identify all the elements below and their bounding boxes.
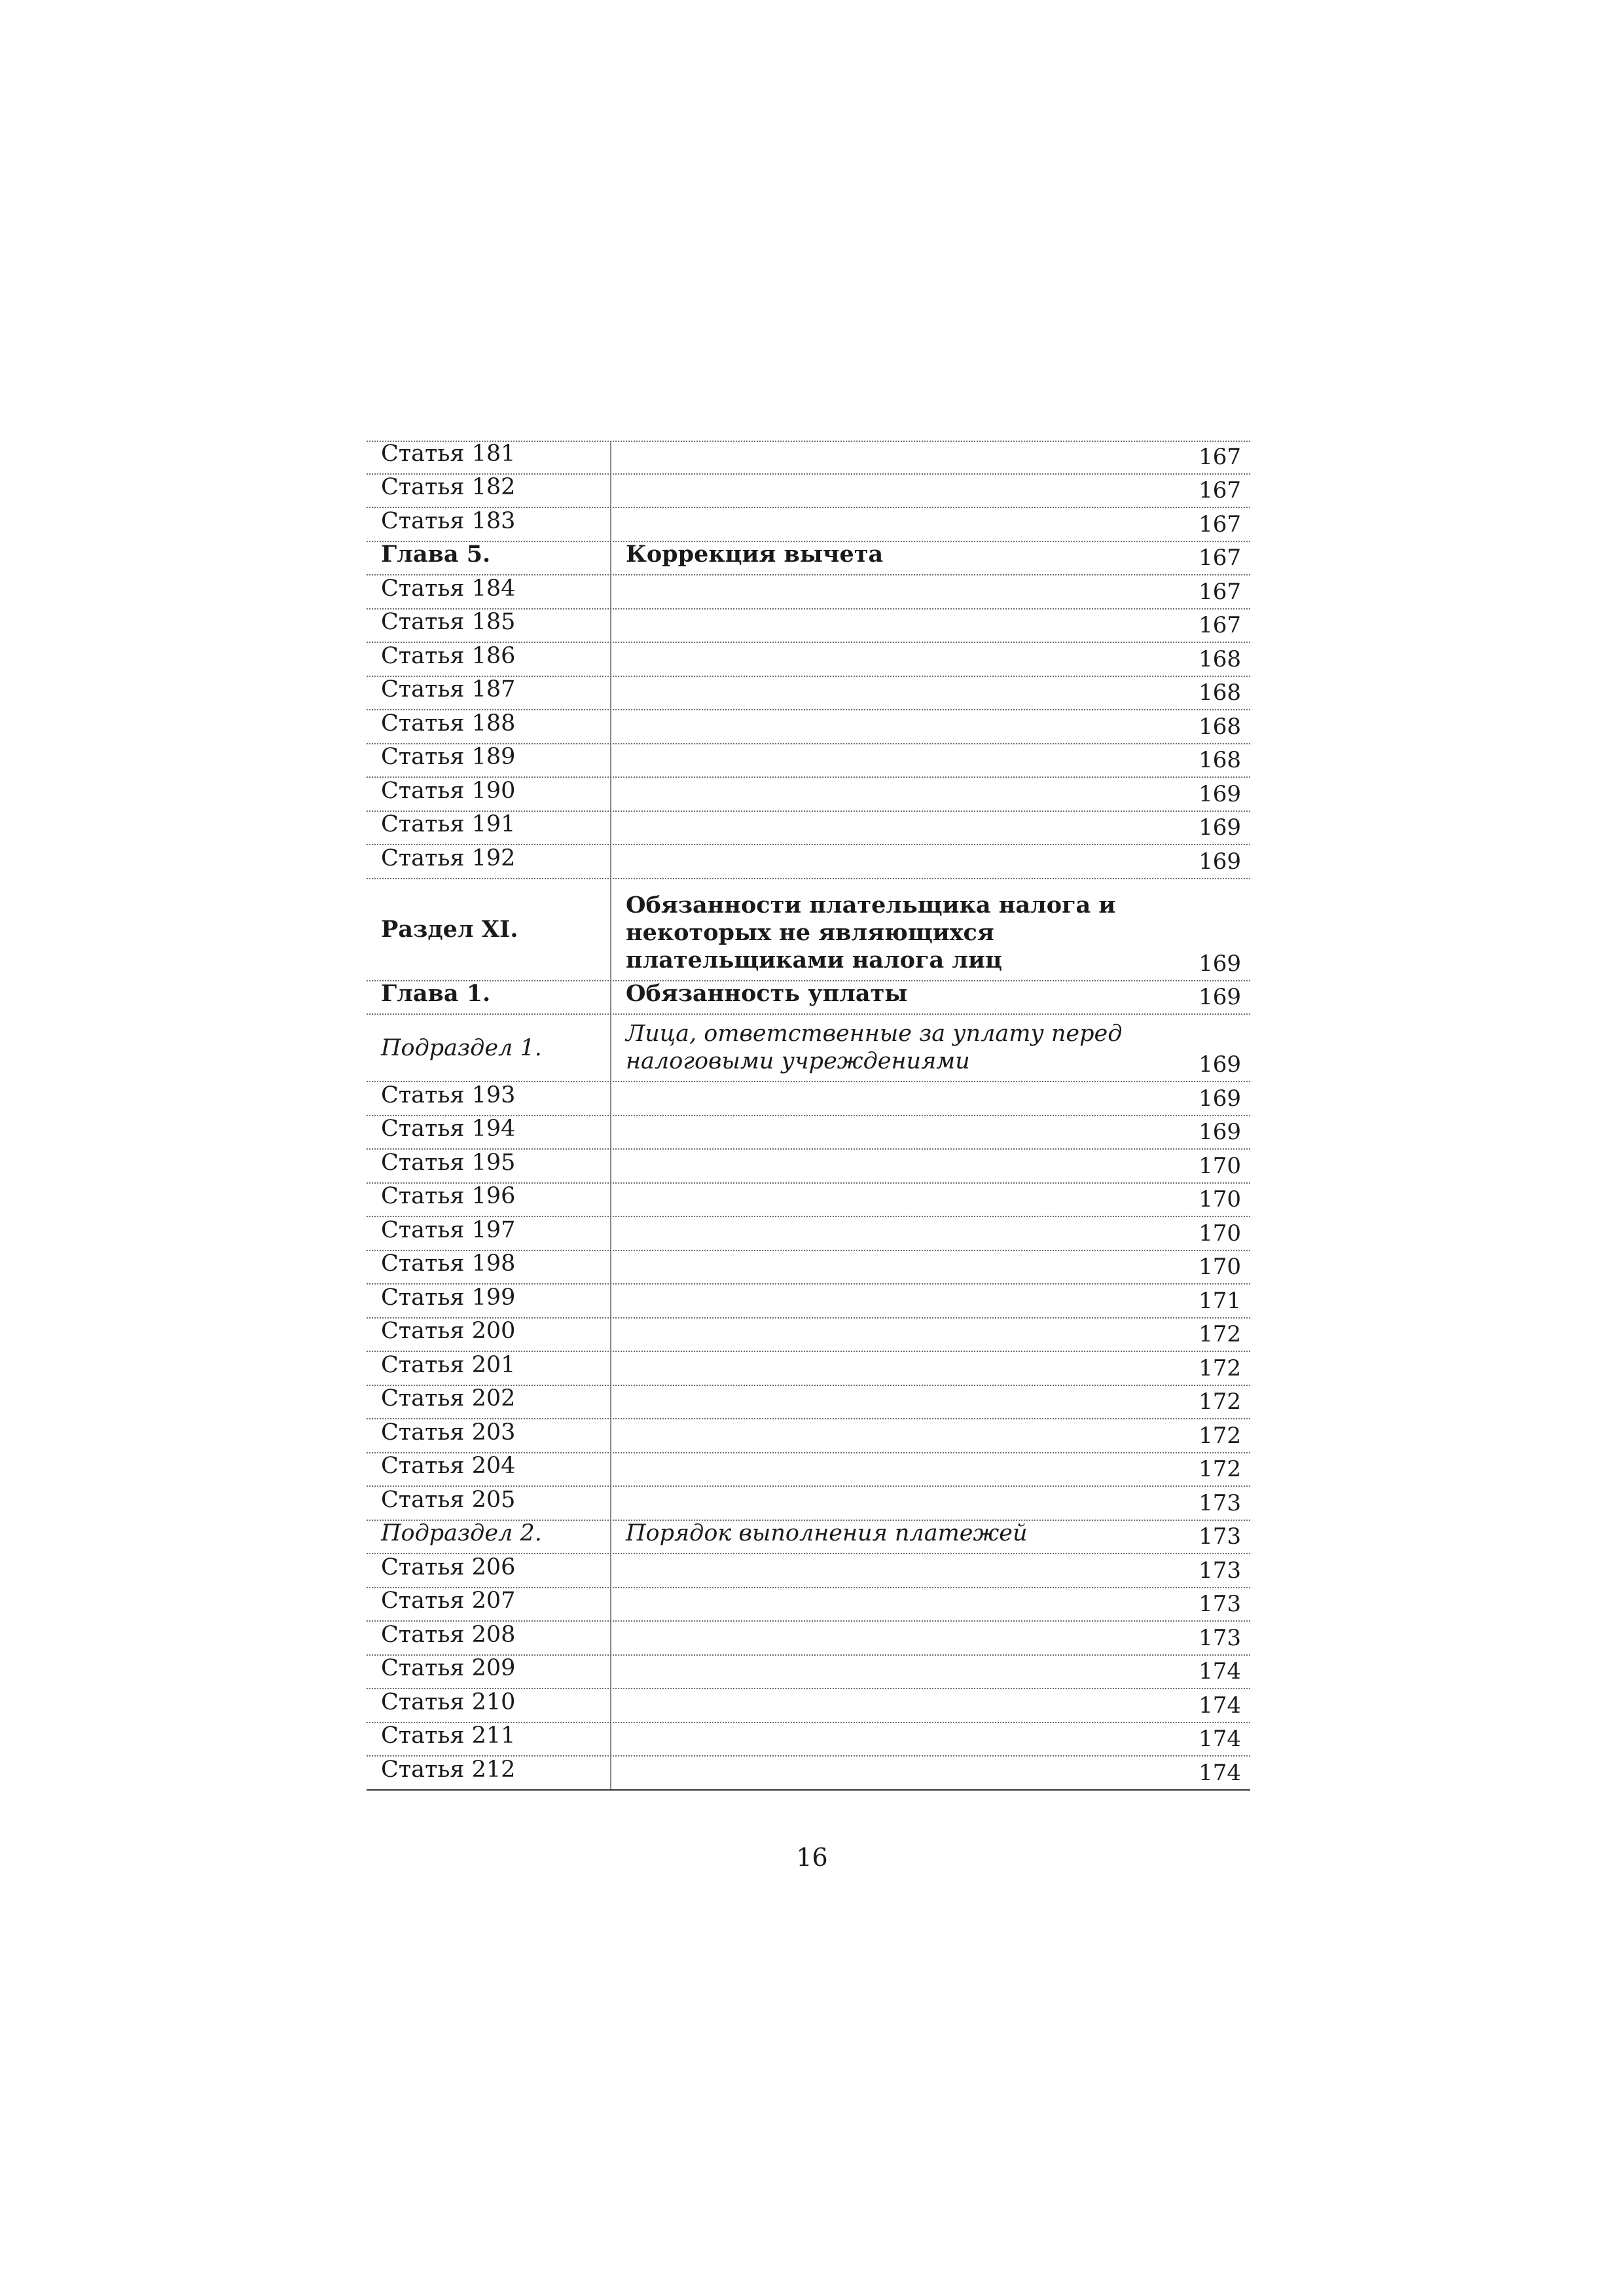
toc-row — [367, 1082, 1250, 1116]
toc-entry-label: Статья 204 — [381, 1453, 516, 1479]
toc-row — [367, 610, 1250, 644]
toc-entry-label: Статья 181 — [381, 440, 516, 467]
toc-row — [367, 981, 1250, 1015]
toc-entry-label: Статья 192 — [381, 845, 516, 871]
toc-entry-page: 171 — [1199, 1287, 1241, 1314]
toc-entry-title — [610, 643, 1185, 676]
toc-entry-label: Статья 191 — [381, 811, 516, 837]
toc-entry-title — [610, 744, 1185, 777]
toc-entry-label: Статья 190 — [381, 777, 516, 804]
toc-entry-label: Статья 210 — [381, 1688, 516, 1715]
toc-row — [367, 1150, 1250, 1184]
toc-entry-label: Статья 199 — [381, 1284, 516, 1311]
toc-row — [367, 1622, 1250, 1656]
toc-entry-page: 173 — [1199, 1489, 1241, 1516]
toc-entry-title: Обязанность уплаты — [610, 981, 1185, 1014]
toc-entry-page: 168 — [1199, 713, 1241, 740]
toc-row — [367, 1251, 1250, 1285]
toc-entry-page: 169 — [1199, 950, 1241, 977]
toc-entry-label: Статья 196 — [381, 1183, 516, 1209]
toc-entry-page: 168 — [1199, 646, 1241, 672]
toc-entry-title: Лица, ответственные за уплату перед налоговыми учреждениями — [610, 1015, 1185, 1081]
toc-entry-title — [610, 1150, 1185, 1182]
toc-entry-title — [610, 1689, 1185, 1722]
toc-row — [367, 710, 1250, 744]
toc-row — [367, 643, 1250, 677]
toc-entry-label: Статья 185 — [381, 609, 516, 635]
toc-entry-label: Статья 212 — [381, 1756, 516, 1783]
toc-entry-page: 174 — [1199, 1759, 1241, 1786]
toc-entry-title — [610, 1217, 1185, 1250]
toc-entry-page: 170 — [1199, 1186, 1241, 1213]
toc-entry-page: 170 — [1199, 1254, 1241, 1281]
toc-row — [367, 1319, 1250, 1353]
toc-entry-label: Статья 208 — [381, 1621, 516, 1648]
toc-entry-page: 174 — [1199, 1726, 1241, 1753]
toc-entry-title: Обязанности плательщика налога и некоторых не являющихся плательщиками налога лиц — [610, 879, 1185, 980]
toc-row — [367, 744, 1250, 778]
toc-entry-page: 172 — [1199, 1355, 1241, 1381]
toc-entry-title — [610, 575, 1185, 608]
toc-entry-label: Статья 205 — [381, 1486, 516, 1513]
toc-row — [367, 542, 1250, 576]
toc-row — [367, 1757, 1250, 1791]
toc-entry-title — [610, 1251, 1185, 1284]
toc-row — [367, 1453, 1250, 1487]
toc-entry-title — [610, 1116, 1185, 1149]
toc-entry-title — [610, 475, 1185, 507]
toc-row — [367, 1184, 1250, 1218]
toc-row — [367, 1419, 1250, 1453]
toc-row — [367, 845, 1250, 879]
toc-entry-label: Статья 182 — [381, 474, 516, 500]
toc-entry-title — [610, 812, 1185, 845]
toc-entry-page: 169 — [1199, 1051, 1241, 1078]
toc-entry-title — [610, 1622, 1185, 1654]
toc-entry-page: 167 — [1199, 477, 1241, 504]
toc-row — [367, 1554, 1250, 1588]
toc-entry-title — [610, 442, 1185, 473]
toc-entry-title — [610, 1386, 1185, 1419]
toc-entry-title — [610, 1285, 1185, 1317]
toc-entry-title — [610, 1757, 1185, 1789]
toc-entry-title — [610, 1554, 1185, 1587]
toc-entry-label: Статья 187 — [381, 676, 516, 702]
toc-row — [367, 1723, 1250, 1757]
toc-entry-title: Порядок выполнения платежей — [610, 1521, 1185, 1554]
toc-row — [367, 508, 1250, 542]
toc-entry-page: 173 — [1199, 1523, 1241, 1550]
toc-entry-page: 168 — [1199, 747, 1241, 774]
toc-entry-title — [610, 1184, 1185, 1216]
toc-row — [367, 879, 1250, 981]
toc-entry-page: 172 — [1199, 1321, 1241, 1348]
toc-entry-label: Статья 209 — [381, 1655, 516, 1681]
toc-entry-page: 169 — [1199, 984, 1241, 1011]
toc-entry-label: Глава 5. — [381, 541, 491, 568]
toc-entry-title — [610, 1453, 1185, 1486]
toc-row — [367, 778, 1250, 812]
toc-row — [367, 1656, 1250, 1690]
toc-row — [367, 1487, 1250, 1521]
toc-entry-title — [610, 1082, 1185, 1115]
toc-entry-title: Коррекция вычета — [610, 542, 1185, 575]
toc-entry-page: 173 — [1199, 1624, 1241, 1651]
toc-row — [367, 1285, 1250, 1319]
toc-entry-page: 167 — [1199, 511, 1241, 538]
toc-entry-page: 170 — [1199, 1220, 1241, 1247]
toc-entry-label: Статья 194 — [381, 1116, 516, 1142]
toc-row — [367, 1217, 1250, 1251]
toc-entry-title — [610, 1487, 1185, 1520]
toc-entry-title — [610, 508, 1185, 541]
toc-row — [367, 1015, 1250, 1082]
toc-entry-page: 167 — [1199, 443, 1241, 470]
toc-entry-page: 169 — [1199, 1119, 1241, 1146]
toc-entry-label: Раздел XI. — [381, 915, 518, 943]
toc-entry-page: 167 — [1199, 545, 1241, 572]
toc-entry-label: Статья 193 — [381, 1082, 516, 1108]
toc-entry-label: Статья 183 — [381, 507, 516, 534]
toc-row — [367, 441, 1250, 475]
toc-entry-label: Статья 198 — [381, 1250, 516, 1277]
toc-entry-title — [610, 778, 1185, 811]
toc-entry-label: Глава 1. — [381, 980, 491, 1007]
page-number: 16 — [796, 1843, 828, 1872]
toc-entry-title — [610, 1723, 1185, 1756]
toc-entry-label: Статья 207 — [381, 1588, 516, 1614]
toc-entry-page: 172 — [1199, 1422, 1241, 1449]
table-of-contents — [367, 441, 1250, 1791]
toc-entry-title — [610, 1656, 1185, 1688]
toc-entry-page: 169 — [1199, 780, 1241, 807]
toc-entry-page: 173 — [1199, 1591, 1241, 1618]
toc-entry-page: 168 — [1199, 680, 1241, 706]
toc-entry-label: Статья 211 — [381, 1722, 516, 1749]
toc-row — [367, 1521, 1250, 1555]
toc-entry-title — [610, 1319, 1185, 1351]
toc-entry-page: 174 — [1199, 1658, 1241, 1685]
toc-entry-page: 172 — [1199, 1456, 1241, 1483]
toc-entry-label: Статья 201 — [381, 1351, 516, 1378]
toc-entry-title — [610, 1588, 1185, 1621]
toc-entry-label: Статья 186 — [381, 642, 516, 669]
toc-row — [367, 1588, 1250, 1622]
toc-entry-title — [610, 1352, 1185, 1385]
toc-row — [367, 1116, 1250, 1150]
toc-entry-label: Статья 202 — [381, 1385, 516, 1412]
toc-entry-page: 169 — [1199, 848, 1241, 875]
toc-entry-title — [610, 610, 1185, 642]
toc-row — [367, 575, 1250, 610]
toc-entry-label: Статья 206 — [381, 1554, 516, 1580]
toc-entry-title — [610, 845, 1185, 878]
toc-row — [367, 1689, 1250, 1723]
toc-row — [367, 1386, 1250, 1420]
toc-row — [367, 1352, 1250, 1386]
toc-entry-page: 167 — [1199, 578, 1241, 605]
toc-entry-label: Статья 200 — [381, 1318, 516, 1344]
toc-entry-label: Статья 203 — [381, 1419, 516, 1446]
toc-row — [367, 475, 1250, 509]
toc-entry-page: 169 — [1199, 814, 1241, 841]
toc-entry-title — [610, 710, 1185, 743]
toc-entry-label: Подраздел 2. — [381, 1520, 542, 1546]
toc-entry-label: Статья 189 — [381, 744, 516, 770]
toc-entry-label: Подраздел 1. — [381, 1034, 542, 1061]
toc-entry-label: Статья 188 — [381, 710, 516, 737]
toc-entry-page: 170 — [1199, 1152, 1241, 1179]
toc-entry-page: 173 — [1199, 1557, 1241, 1584]
toc-entry-label: Статья 184 — [381, 575, 516, 602]
toc-entry-page: 174 — [1199, 1692, 1241, 1719]
toc-entry-page: 167 — [1199, 612, 1241, 639]
toc-entry-title — [610, 1419, 1185, 1452]
toc-entry-label: Статья 197 — [381, 1216, 516, 1243]
toc-entry-label: Статья 195 — [381, 1149, 516, 1176]
toc-row — [367, 677, 1250, 711]
toc-entry-page: 172 — [1199, 1389, 1241, 1415]
toc-entry-title — [610, 677, 1185, 710]
toc-row — [367, 812, 1250, 846]
toc-entry-page: 169 — [1199, 1085, 1241, 1112]
